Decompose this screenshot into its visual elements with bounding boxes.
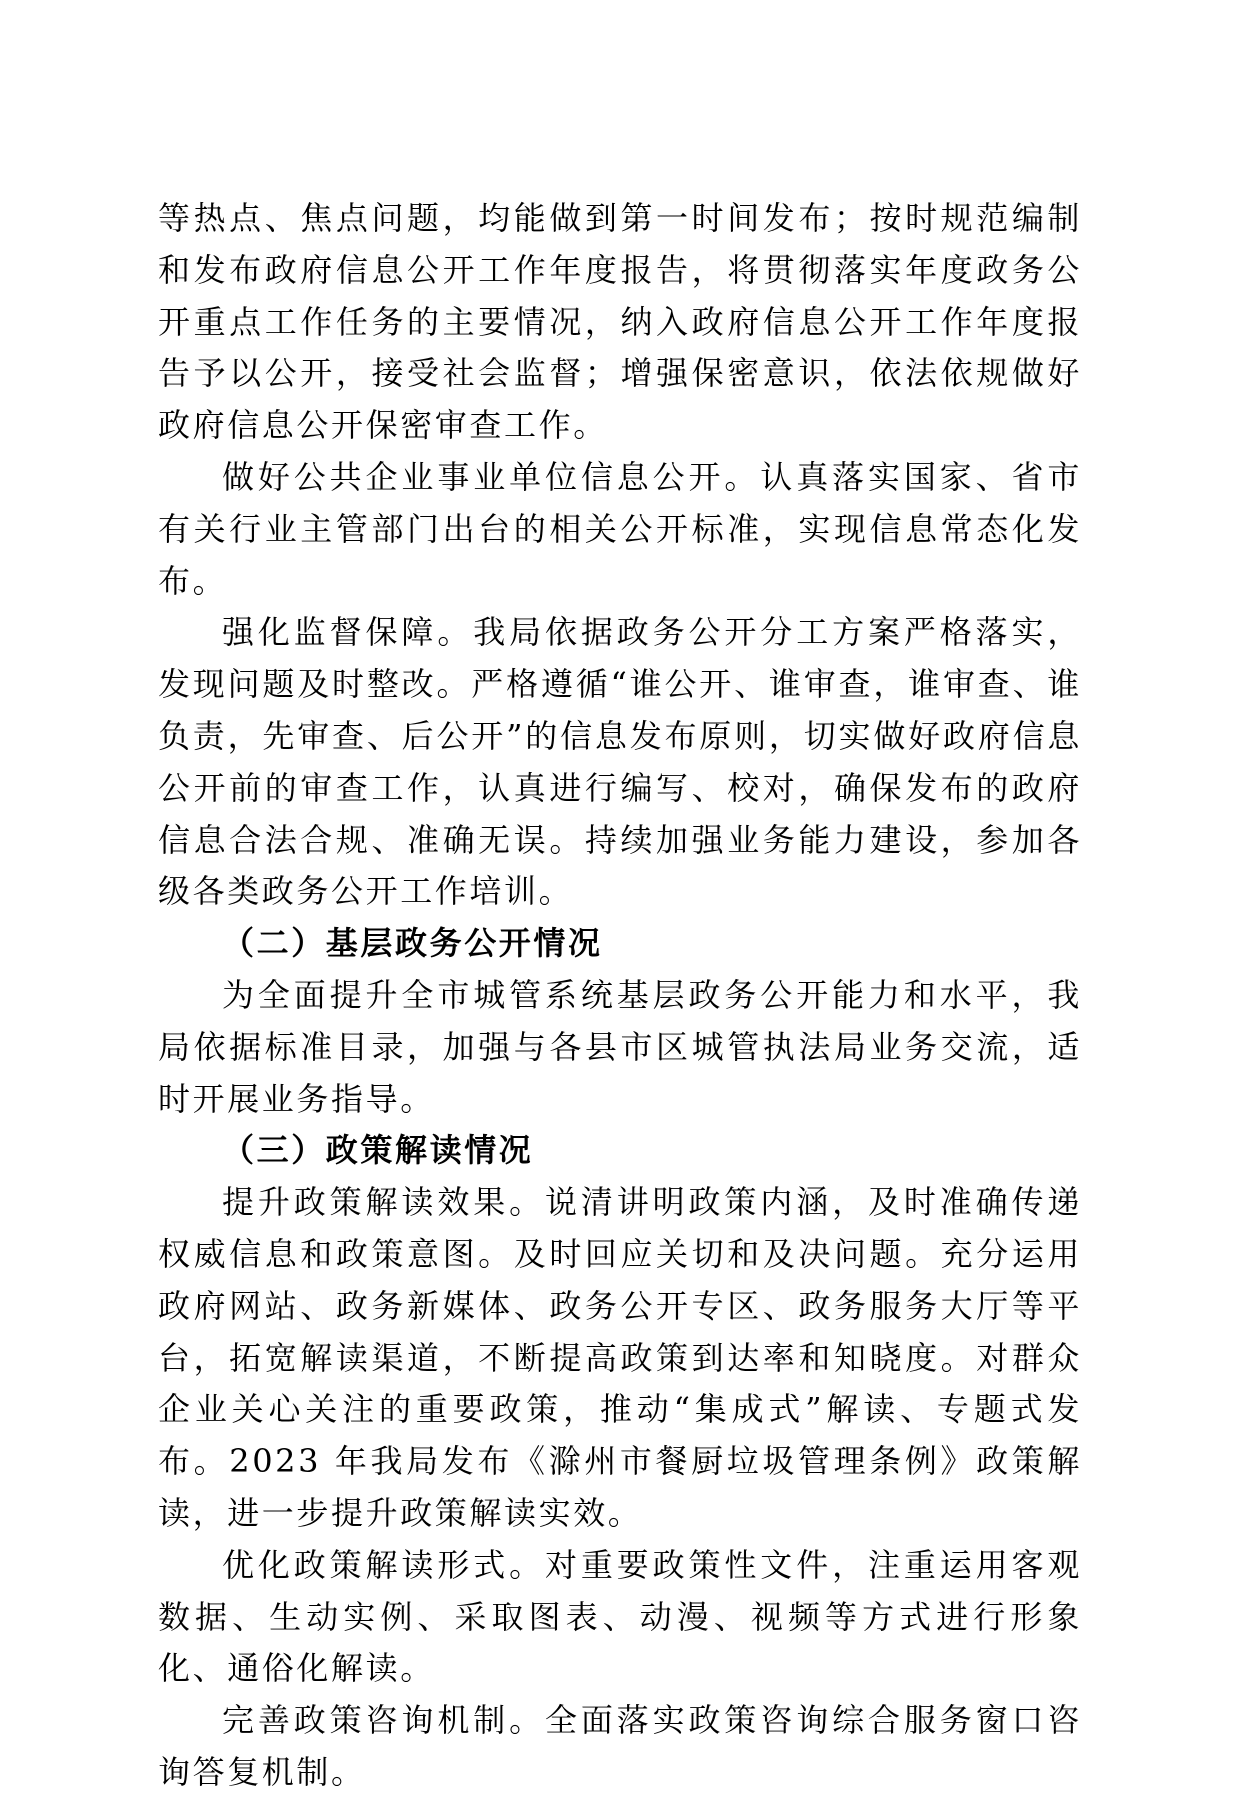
paragraph-interpretation-effect: 提升政策解读效果。说清讲明政策内涵，及时准确传递权威信息和政策意图。及时回应关切和及决问题。充分运用政府网站、政务新媒体、政务公开专区、政务服务大厅等平台，拓宽解读渠道，不断提高政策到达率和知晓度。对群众企业关心关注的重要政策，推动“集成式”解读、专题式发布。2023 年我局发布《滁州市餐厨垃圾管理条例》政策解读，进一步提升政策解读实效。 [158,1183,1082,1532]
paragraph-grassroots: 为全面提升全市城管系统基层政务公开能力和水平，我局依据标准目录，加强与各县市区城管执法局业务交流，适时开展业务指导。 [158,975,1082,1118]
paragraph-continuation: 等热点、焦点问题，均能做到第一时间发布；按时规范编制和发布政府信息公开工作年度报告，将贯彻落实年度政务公开重点工作任务的主要情况，纳入政府信息公开工作年度报告予以公开，接受社会监督；增强保密意识，依法依规做好政府信息公开保密审查工作。 [158,199,1082,445]
document-page [158,193,1082,1799]
paragraph-consultation-mechanism: 完善政策咨询机制。全面落实政策咨询综合服务窗口咨询答复机制。 [158,1701,1082,1791]
paragraph-interpretation-form: 优化政策解读形式。对重要政策性文件，注重运用客观数据、生动实例、采取图表、动漫、视频等方式进行形象化、通俗化解读。 [158,1545,1082,1688]
paragraph-enterprise-disclosure: 做好公共企业事业单位信息公开。认真落实国家、省市有关行业主管部门出台的相关公开标准，实现信息常态化发布。 [158,457,1082,600]
paragraph-supervision: 强化监督保障。我局依据政务公开分工方案严格落实，发现问题及时整改。严格遵循“谁公开、谁审查，谁审查、谁负责，先审查、后公开”的信息发布原则，切实做好政府信息公开前的审查工作，认真进行编写、校对，确保发布的政府信息合法合规、准确无误。持续加强业务能力建设，参加各级各类政务公开工作培训。 [158,613,1082,911]
section-heading-grassroots: （二）基层政务公开情况 [222,924,603,963]
section-heading-policy-interpretation: （三）政策解读情况 [222,1131,534,1170]
